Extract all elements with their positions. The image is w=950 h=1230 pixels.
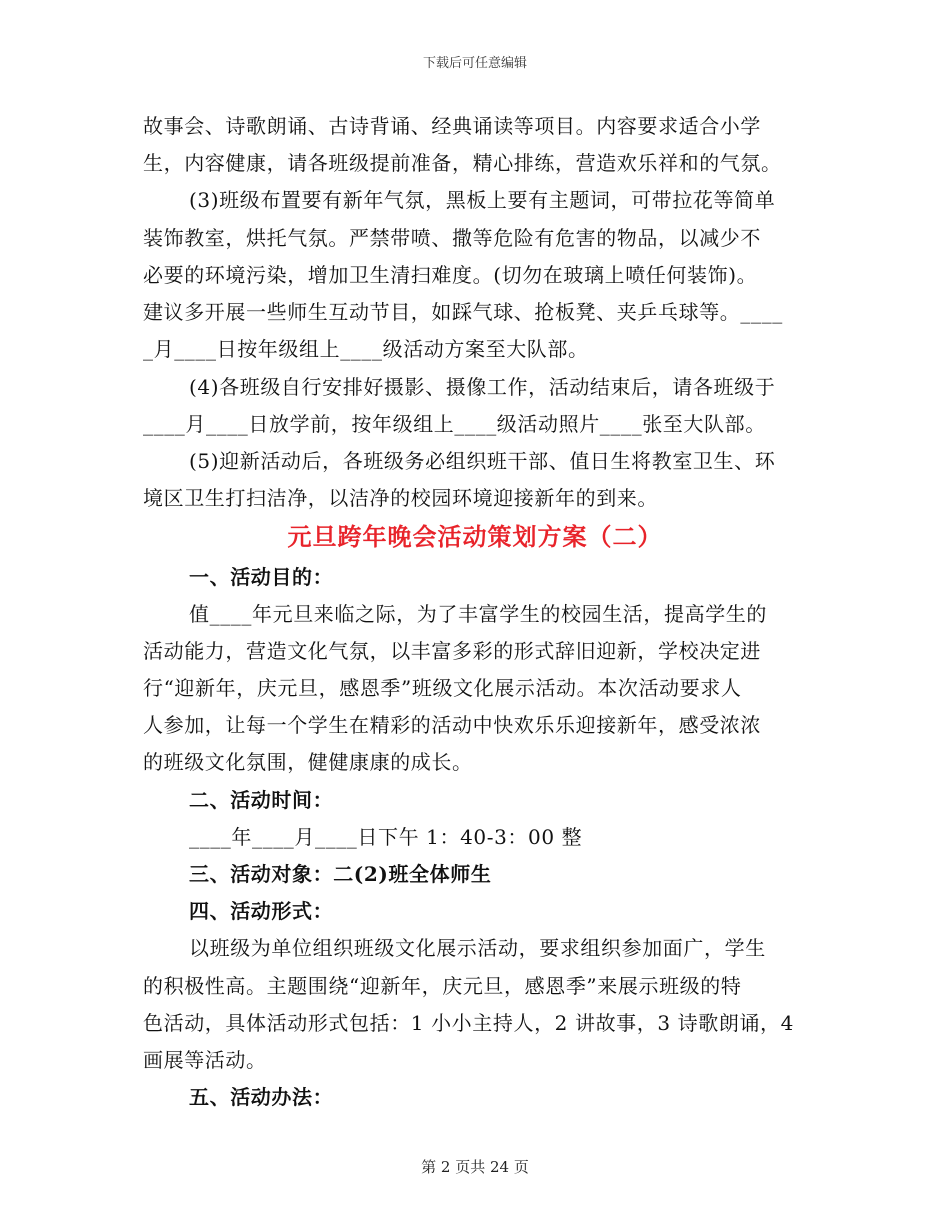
paragraph-line: ____月____日放学前，按年级组上____级活动照片____张至大队部。: [143, 412, 766, 436]
paragraph-line: 画展等活动。: [143, 1048, 267, 1072]
paragraph-line: 人参加，让每一个学生在精彩的活动中快欢乐乐迎接新年，感受浓浓: [143, 713, 761, 737]
paragraph-line: 必要的环境污染，增加卫生清扫难度。(切勿在玻璃上喷任何装饰)。: [143, 263, 758, 287]
paragraph-line: 以班级为单位组织班级文化展示活动，要求组织参加面广，学生: [189, 936, 766, 960]
paragraph-line: 的积极性高。主题围绕“迎新年，庆元旦，感恩季”来展示班级的特: [143, 974, 742, 998]
paragraph-line: 生，内容健康，请各班级提前准备，精心排练，营造欢乐祥和的气氛。: [143, 151, 782, 175]
paragraph-line: (3)班级布置要有新年气氛，黑板上要有主题词，可带拉花等简单: [189, 188, 776, 212]
paragraph-line: (4)各班级自行安排好摄影、摄像工作，活动结束后，请各班级于: [189, 375, 776, 399]
paragraph-line: ____年____月____日下午 1：40-3：00 整: [189, 825, 583, 849]
paragraph-line: 境区卫生打扫洁净，以洁净的校园环境迎接新年的到来。: [143, 486, 658, 510]
paragraph-line: 故事会、诗歌朗诵、古诗背诵、经典诵读等项目。内容要求适合小学: [143, 114, 761, 138]
page-footer: 第 2 页共 24 页: [421, 1158, 529, 1176]
paragraph-line: 色活动，具体活动形式包括：1 小小主持人，2 讲故事，3 诗歌朗诵，4: [143, 1011, 794, 1035]
paragraph-line: 装饰教室，烘托气氛。严禁带喷、撒等危险有危害的物品，以减少不: [143, 226, 761, 250]
heading-purpose: 一、活动目的：: [189, 565, 334, 589]
heading-target: 三、活动对象：二(2)班全体师生: [189, 862, 492, 886]
page-header: 下载后可任意编辑: [422, 56, 527, 71]
heading-method: 五、活动办法：: [189, 1085, 334, 1109]
paragraph-line: 活动能力，营造文化气氛，以丰富多彩的形式辞旧迎新，学校决定进: [143, 639, 761, 663]
section-title: 元旦跨年晚会活动策划方案（二）: [287, 522, 663, 551]
paragraph-line: 建议多开展一些师生互动节目，如踩气球、抢板凳、夹乒乓球等。____: [143, 300, 783, 324]
paragraph-line: 值____年元旦来临之际，为了丰富学生的校园生活，提高学生的: [189, 602, 767, 626]
paragraph-line: (5)迎新活动后，各班级务必组织班干部、值日生将教室卫生、环: [189, 449, 776, 473]
paragraph-line: 行“迎新年，庆元旦，感恩季”班级文化展示活动。本次活动要求人: [143, 676, 742, 700]
heading-time: 二、活动时间：: [189, 788, 334, 812]
heading-format: 四、活动形式：: [189, 899, 334, 923]
paragraph-line: _月____日按年级组上____级活动方案至大队部。: [143, 337, 589, 361]
paragraph-line: 的班级文化氛围，健健康康的成长。: [143, 750, 473, 774]
